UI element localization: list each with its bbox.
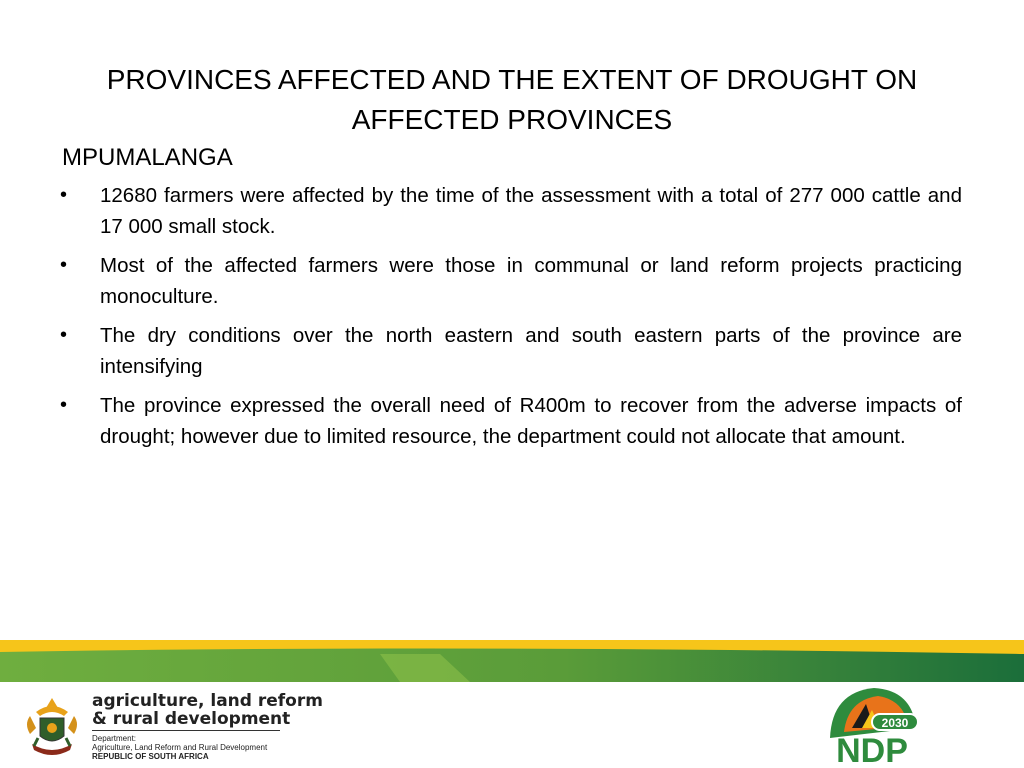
bullet-text: 12680 farmers were affected by the time of the assessment with a total of 277 000 cattle and 17 000 small stock. <box>100 184 962 238</box>
bullet-item <box>60 390 962 452</box>
decorative-color-band <box>0 640 1024 682</box>
country-name: REPUBLIC OF SOUTH AFRICA <box>92 752 209 761</box>
department-name <box>92 692 323 728</box>
ndp-year: 2030 <box>881 716 909 730</box>
bullet-dot: • <box>60 394 68 416</box>
ndp-wordmark: NDP <box>836 732 908 766</box>
slide-title: PROVINCES AFFECTED AND THE EXTENT OF DROUGHT ON AFFECTED PROVINCES <box>106 64 918 135</box>
bullet-dot: • <box>60 324 68 346</box>
province-heading: MPUMALANGA <box>62 144 233 171</box>
bullet-list <box>60 180 962 460</box>
bullet-dot: • <box>60 184 68 206</box>
bullet-text: Most of the affected farmers were those in communal or land reform projects practicing monoculture. <box>100 254 962 308</box>
bullet-item <box>60 180 962 242</box>
department-subtext <box>92 734 267 761</box>
coat-of-arms-logo <box>24 694 80 760</box>
bullet-item <box>60 320 962 382</box>
department-name-line2: & rural development <box>92 709 291 729</box>
bullet-text: The dry conditions over the north eastern and south eastern parts of the province are intensifying <box>100 324 962 378</box>
department-divider <box>92 730 280 731</box>
ndp-2030-logo <box>822 682 922 766</box>
department-full-name: Agriculture, Land Reform and Rural Development <box>92 743 268 752</box>
department-label: Department: <box>92 734 137 743</box>
department-name-line1: agriculture, land reform <box>92 691 323 711</box>
bullet-text: The province expressed the overall need of R400m to recover from the adverse impacts of drought; however due to limited resource, the department could not allocate that amount. <box>100 394 962 448</box>
bullet-dot: • <box>60 254 68 276</box>
bullet-item <box>60 250 962 312</box>
